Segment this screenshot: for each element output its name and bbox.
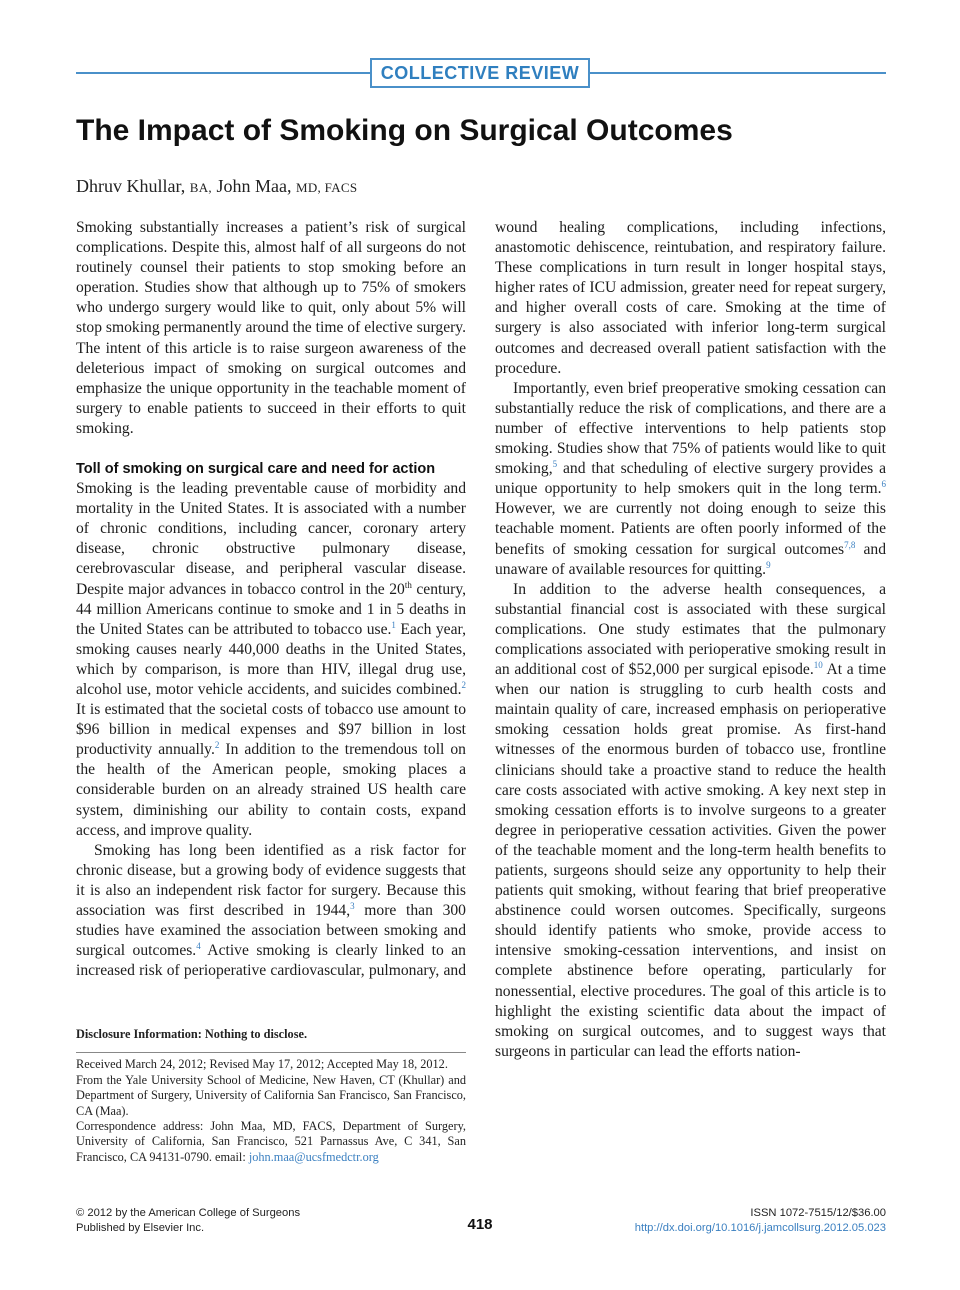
body-column-right <box>495 218 886 1062</box>
author-line <box>76 176 676 197</box>
section-heading: Toll of smoking on surgical care and need for action <box>76 461 436 478</box>
citation-ref[interactable]: 1 <box>391 619 396 630</box>
paragraph-text: In addition to the tremendous toll on the health of the American people, smoking places a considerable burden on an already strained US health care system, diminishing our ability to contain costs, expand access, and improve quality. <box>76 741 466 839</box>
section-label: COLLECTIVE REVIEW <box>370 58 590 88</box>
body-paragraph <box>495 218 886 379</box>
affiliation-note: From the Yale University School of Medicine, New Haven, CT (Khullar) and Department of Surgery, University of California San Francisco, San Francisco, CA (Maa). <box>76 1072 466 1118</box>
paragraph-text: At a time when our nation is struggling to curb health costs and maintain quality of care, increased emphasis on perioperative smoking cessation holds great promise. As first-hand witnesses of the enormous burden of tobacco use, frontline clinicians should take a proactive stand to reduce the health care costs associated with active smoking. A key next step in smoking cessation efforts is to involve surgeons to a greater degree in perioperative cessation activities. Given the power of the teachable moment and the long-term health benefits to patients, surgeons should seize any opportunity to help their patients quit smoking, without fearing that brief preoperative abstinence could worsen outcomes. Specifically, surgeons should identify patients who smoke, provide access to intensive smoking-cessation interventions, and insist on complete abstinence before operating, particularly for nonessential, elective procedures. The goal of this article is to highlight the existing scientific data about the impact of smoking on surgical outcomes, and to suggest ways that surgeons in particular can lead the efforts nation- <box>495 661 886 1060</box>
citation-ref[interactable]: 5 <box>552 459 558 470</box>
paragraph-text: and unaware of available resources for quitting. <box>495 540 886 578</box>
footer-right <box>556 1206 886 1236</box>
paragraph-text: Each year, smoking causes nearly 440,000 deaths in the United States, which by comparison, is more than HIV, illegal drug use, alcohol use, motor vehicle accidents, and suicides combined. <box>76 620 466 698</box>
disclosure-note: Disclosure Information: Nothing to disclose. <box>76 1027 308 1041</box>
paragraph-text: Smoking is the leading preventable cause of morbidity and mortality in the United States. It is associated with a number of chronic conditions, including cancer, coronary artery disease, chronic obstructive pulmonary disease, cerebrovascular disease, and peripheral vascular disease. Despite major advances in tobacco control in the 20 <box>76 480 466 598</box>
body-column-left <box>76 218 466 981</box>
citation-ref[interactable]: 6 <box>881 479 886 490</box>
header-rule-right <box>590 72 886 74</box>
paragraph-text: wound healing complications, including infections, anastomotic dehiscence, reintubation, and respiratory failure. These complications in turn result in longer hospital stays, higher rates of ICU admission, greater need for repeat surgery, and higher overall costs of care. Smoking at the time of surgery is also associated with inferior long-term surgical outcomes and decreased overall patient satisfaction with the procedure. <box>495 219 886 377</box>
body-paragraph <box>76 479 466 841</box>
body-paragraph <box>495 379 886 580</box>
footer-left <box>76 1206 376 1236</box>
footnote-divider <box>76 1052 466 1053</box>
page-number: 418 <box>467 1216 493 1233</box>
header-rule-left <box>76 72 370 74</box>
correspondence-note <box>76 1119 466 1165</box>
citation-ref[interactable]: 7,8 <box>844 539 856 550</box>
publisher: Published by Elsevier Inc. <box>76 1222 205 1234</box>
citation-ref[interactable]: 4 <box>196 941 201 952</box>
author-name: John Maa, <box>216 176 292 196</box>
paragraph-text: Active smoking is clearly linked to an increased risk of perioperative cardiovascular, pulmonary, and <box>76 942 466 980</box>
body-paragraph <box>76 841 466 982</box>
author-name: Dhruv Khullar, <box>76 176 186 196</box>
received-dates: Received March 24, 2012; Revised May 17, 2012; Accepted May 18, 2012. <box>76 1057 448 1072</box>
citation-ref[interactable]: 2 <box>214 740 220 751</box>
ordinal-superscript: th <box>404 579 412 590</box>
article-title: The Impact of Smoking on Surgical Outcomes <box>76 114 733 147</box>
email-link[interactable]: john.maa@ucsfmedctr.org <box>248 1149 379 1164</box>
issn: ISSN 1072-7515/12/$36.00 <box>750 1207 886 1219</box>
paragraph-text: more than 300 studies have examined the association between smoking and surgical outcomes. <box>76 902 466 960</box>
footnotes <box>76 1027 466 1165</box>
author-credentials: MD, FACS <box>295 180 358 195</box>
author-credentials: BA, <box>189 180 212 195</box>
paragraph-text: Importantly, even brief preoperative smoking cessation can substantially reduce the risk of complications, and there are a number of effective interventions to help patients stop smoking. Studies show that 75% of patients would like to quit smoking, <box>495 379 886 478</box>
citation-ref[interactable]: 2 <box>461 679 466 690</box>
citation-ref[interactable]: 3 <box>350 901 355 911</box>
paragraph-text: Smoking has long been identified as a risk factor for chronic disease, but a growing body of evidence suggests that it is also an independent risk factor for surgery. Because this association was first described in 1944, <box>76 841 466 919</box>
paragraph-text: and that scheduling of elective surgery provides a unique opportunity to help smokers quit in the long term. <box>495 460 886 498</box>
paragraph-text: In addition to the adverse health consequences, a substantial financial cost is associated with these surgical complications. One study estimates that the pulmonary complications associated with perioperative smoking result in an additional cost of $52,000 per surgical episode. <box>495 580 886 679</box>
paragraph-text: However, we are currently not doing enough to seize this teachable moment. Patients are often poorly informed of the benefits of smoking cessation for surgical outcomes <box>495 500 886 558</box>
intro-paragraph: Smoking substantially increases a patient’s risk of surgical complications. Despite this, almost half of all surgeons do not routinely counsel their patients to stop smoking before an operation. Studies show that although up to 75% of smokers who undergo surgery would like to quit, only about 5% will stop smoking permanently around the time of elective surgery. The intent of this article is to raise surgeon awareness of the deleterious impact of smoking on surgical outcomes and emphasize the unique opportunity in the teachable moment of surgery to enable patients to succeed in their efforts to quit smoking. <box>76 219 466 437</box>
citation-ref[interactable]: 10 <box>813 660 823 671</box>
citation-ref[interactable]: 9 <box>766 559 771 570</box>
body-paragraph <box>495 580 886 1062</box>
paragraph-text: It is estimated that the societal costs of tobacco use amount to $96 billion in medical expenses and $97 billion in lost productivity annually. <box>76 701 466 759</box>
paragraph-text: century, 44 million Americans continue to smoke and 1 in 5 deaths in the United States can be attributed to tobacco use. <box>76 580 467 638</box>
copyright: © 2012 by the American College of Surgeons <box>76 1207 301 1219</box>
correspondence-text: Correspondence address: John Maa, MD, FACS, Department of Surgery, University of California, San Francisco, 521 Parnassus Ave, C 341, San Francisco, CA 94131-0790. email: <box>76 1119 466 1164</box>
doi-link[interactable]: http://dx.doi.org/10.1016/j.jamcollsurg.2012.05.023 <box>634 1222 886 1234</box>
